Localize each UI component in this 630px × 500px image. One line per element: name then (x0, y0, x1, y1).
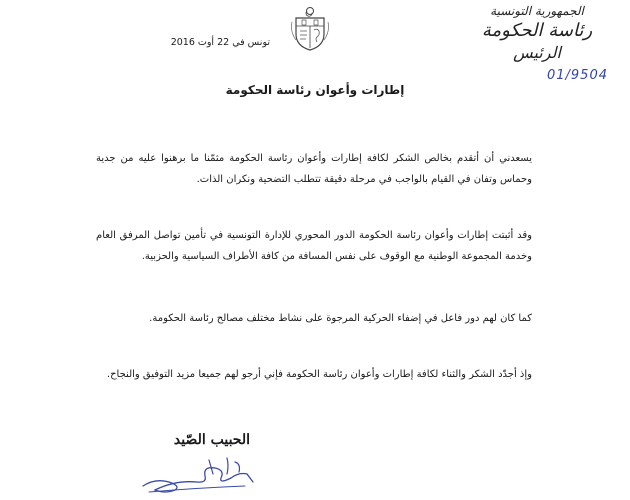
letter-date: تونس في 22 أوت 2016 (170, 37, 270, 48)
tunisia-coat-of-arms-icon (290, 6, 330, 52)
paragraph-3: كما كان لهم دور فاعل في إضفاء الحركية المرجوة على نشاط مختلف مصالح رئاسة الحكومة. (149, 313, 532, 324)
paragraph-4: وإذ أجدّد الشكر والثناء لكافة إطارات وأعوان رئاسة الحكومة فإني أرجو لهم جميعا مزيد التوفيق والنجاح. (106, 369, 532, 380)
handwritten-signature (135, 452, 275, 497)
letter-title: إطارات وأعوان رئاسة الحكومة (225, 83, 405, 97)
letterhead-presidency: رئاسة الحكومة (481, 20, 593, 41)
paragraph-2: وقد أثبتت إطارات وأعوان رئاسة الحكومة الدور المحوري للإدارة التونسية في تأمين تواصل المرفق العام وخدمة المجموعة الوطنية مع الوقوف على نفس المسافة من كافة الأطراف السياسية والحزبية. (96, 230, 532, 262)
reference-number: 01/9504 (546, 68, 608, 83)
letterhead-president: الرئيس (513, 43, 561, 62)
signer-name: الحبيب الصّيد (173, 432, 250, 448)
paragraph-1: يسعدني أن أتقدم بخالص الشكر لكافة إطارات وأعوان رئاسة الحكومة مثمّنا ما برهنوا عليه من جدية وحماس وتفان في القيام بالواجب في مرحلة دقيقة تتطلب التضحية ونكران الذات. (96, 153, 532, 185)
letterhead-republic: الجمهورية التونسية (490, 4, 584, 18)
